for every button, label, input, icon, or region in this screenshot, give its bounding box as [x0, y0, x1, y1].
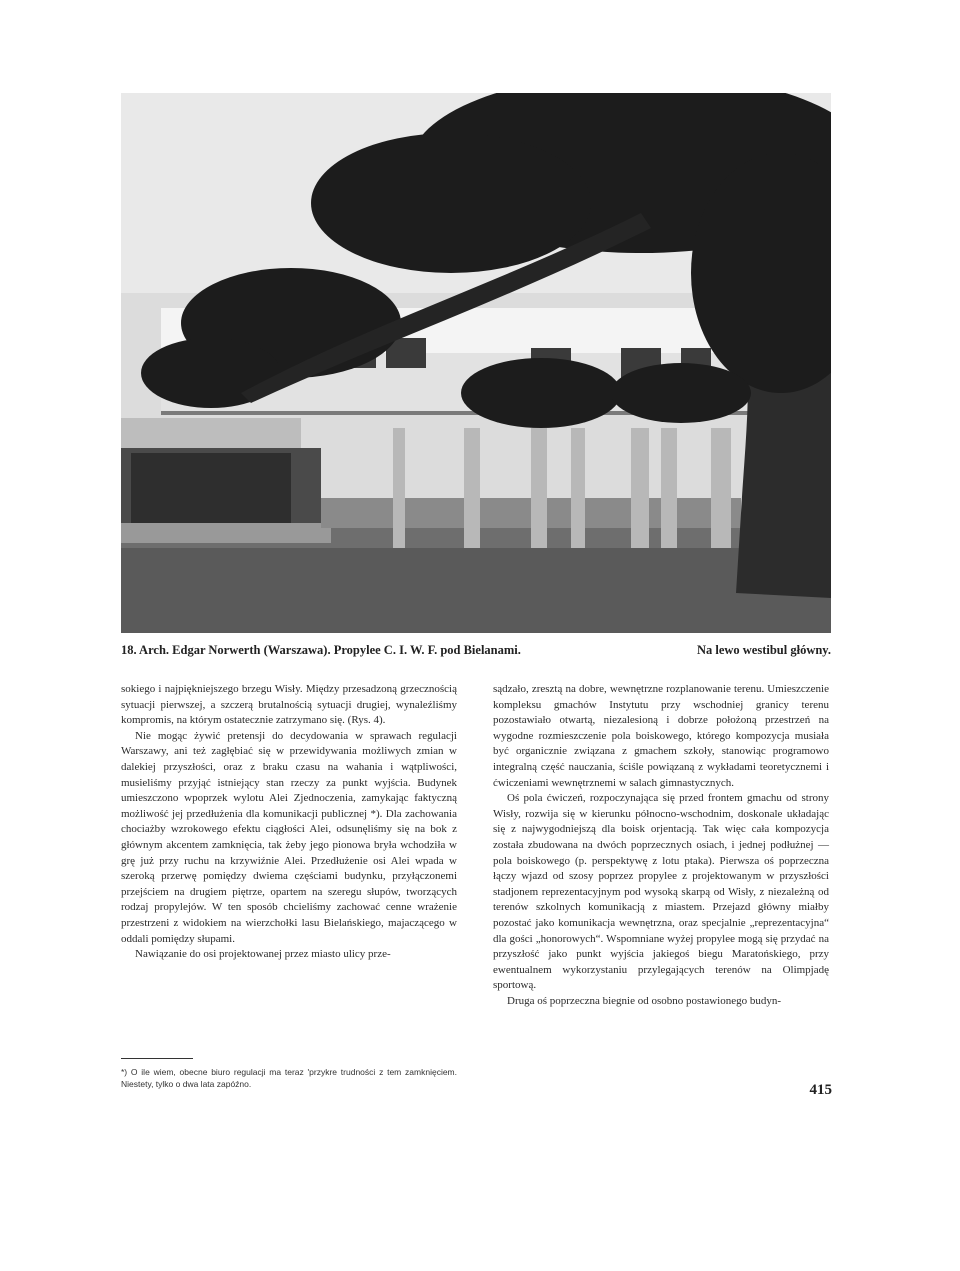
left-paragraph-2: Nie mogąc żywić pretensji do decydowania w sprawach regulacji Warszawy, ani też zagłębiać się w przewidywania możliwych zmian w dalekiej przyszłości, oraz z braku czasu na wahania i wątpliwości, musieliśmy przyjąć istniejący stan rzeczy za punkt wyjścia. Budynek umieszczono wpoprzek wylotu Alei Zjednoczenia, zamykając faktyczną możliwość jej przedłużenia dla komunikacji publicznej *). Dla zachowania chociażby wzrokowego efektu ciągłości Alei, odsunęliśmy się na bok z głównym akcentem zamknięcia, tak żeby jego pionowa bryła wchodziła w grę już przy ruchu na krzywiźnie Alei. Przedłużenie osi Alei wpada w szeroką przerwę pomiędzy dwiema częściami budynku, przyłączonemi przejściem na drugiem piętrze, opartem na szeregu słupów, tworzących rodzaj propylejów. W ten sposób chcieliśmy zachować cenne wrażenie przestrzeni z widokiem na wierzchołki lasu Bielańskiego, majaczącego w oddali pomiędzy słupami.: [121, 729, 457, 945]
left-column: [121, 682, 457, 963]
caption-left: 18. Arch. Edgar Norwerth (Warszawa). Propylee C. I. W. F. pod Bielanami.: [121, 643, 521, 657]
footnote: *) O ile wiem, obecne biuro regulacji ma teraz 'przykre trudności z tem zamknięciem. Niestety, tylko o dwa lata zapóźno.: [121, 1067, 457, 1089]
footnote-rule: [121, 1058, 193, 1059]
right-column: [493, 682, 829, 1009]
caption-right: Na lewo westibul główny.: [696, 643, 831, 657]
right-paragraph-2: Oś pola ćwiczeń, rozpoczynająca się przed frontem gmachu od strony Wisły, rozwija się w kierunku północno-wschodnim, doskonale układając się z najwygodniejszą dla boisk orjentacją. Tak więc cała kompozycja została zbudowana na dwóch poprzecznych osiach, i jednej podłużnej — pola boiskowego (p. perspektywę z lotu ptaka). Pierwsza oś poprzeczna łączy wjazd od szosy poprzez propylee z projektowanym w przyszłości stadjonem reprezentacyjnym pod wysoką skarpą od Wisły, z niezależną od terenów szkolnych komunikacją z miastem. Przejazd główny miałby pozostać jako komunikacja wewnętrzna, oraz specjalnie „reprezentacyjna“ dla gości „honorowych“. Wspomniane wyżej propylee mogą się przydać na przyszłość jako punkt wyjścia jakiegoś biegu Maratońskiego, przy ewentualnem wykorzystaniu przylegających terenów na Olimpjadę sportową.: [493, 792, 829, 992]
left-paragraph-1: sokiego i najpiękniejszego brzegu Wisły. Między przesadzoną grzecznością sytuacji pierwszej, a szczerą brutalnością sytuacji drugiej, wynaleźliśmy kompromis, na którym ostatecznie zatrzymano się. (Rys. 4).: [121, 683, 457, 727]
figure-caption: [121, 643, 831, 658]
photo-image: [121, 93, 831, 633]
photograph: [121, 93, 831, 633]
page-number: 415: [809, 1082, 832, 1098]
right-paragraph-1: sądzało, zresztą na dobre, wewnętrzne rozplanowanie terenu. Umieszczenie kompleksu gmachów Instytutu przy wschodniej granicy terenu pozostawiało otwartą, niezalesioną i dobrze położoną przestrzeń na wygodne rozmieszczenie pola boiskowego, którego kompozycja musiała być organicznie związana z gmachem szkoły, stanowiąc programowo integralną część nauczania, ściśle powiązaną z wykładami teoretycznemi i ćwiczeniami wewnętrznemi w salach gimnastycznych.: [493, 683, 829, 789]
right-paragraph-3: Druga oś poprzeczna biegnie od osobno postawionego budyn-: [507, 994, 782, 1007]
left-paragraph-3: Nawiązanie do osi projektowanej przez miasto ulicy prze-: [135, 948, 391, 961]
